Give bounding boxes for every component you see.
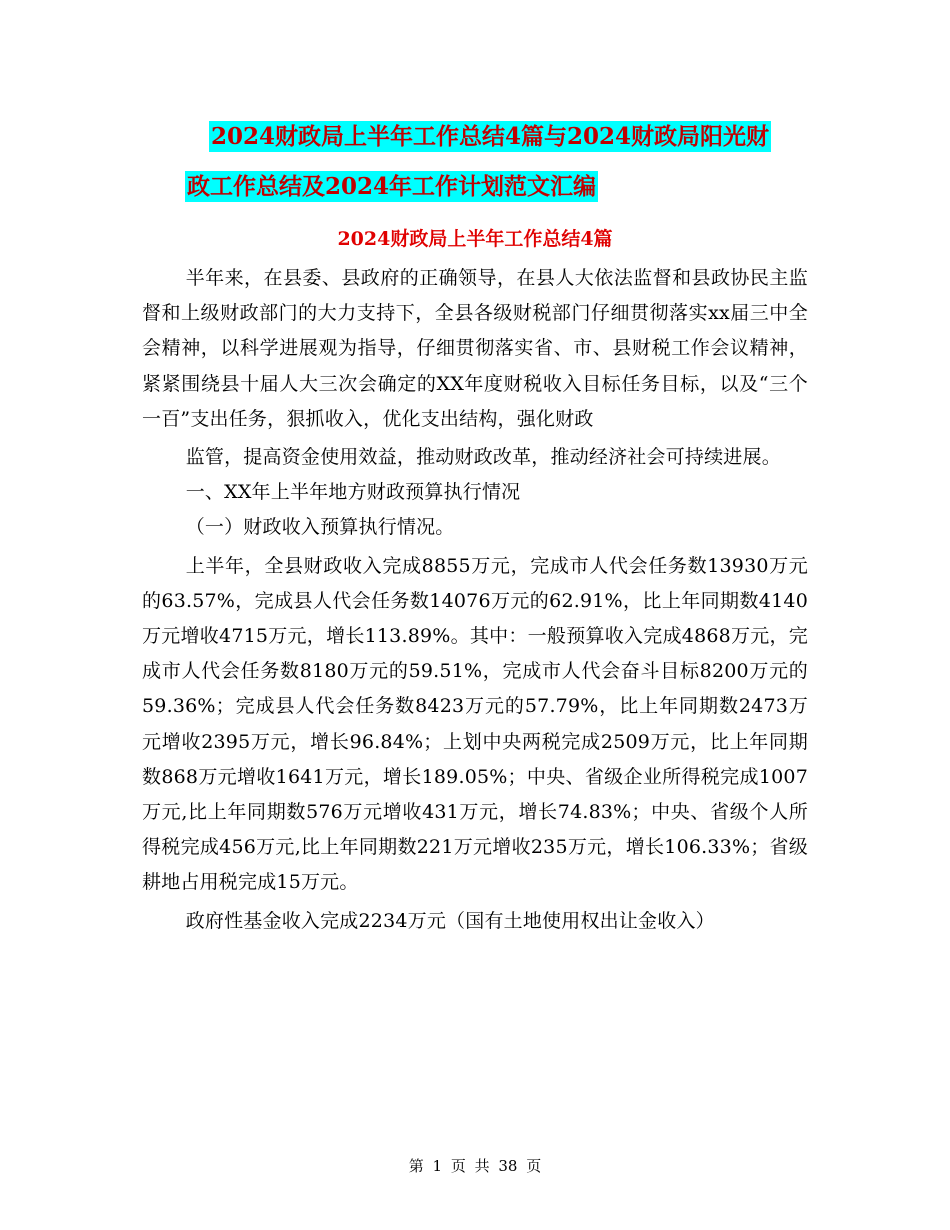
page-footer: 第 1 页 共 38 页 <box>408 1157 542 1175</box>
paragraph-intro: 半年来，在县委、县政府的正确领导，在县人大依法监督和县政协民主监督和上级财政部门的大力支持下，全县各级财税部门仔细贯彻落实xx届三中全会精神，以科学进展观为指导，仔细贯彻落实省、市、县财税工作会议精神，紧紧围绕县十届人大三次会确定的XX年度财税收入目标任务目标，以及“三个一百”支出任务，狠抓收入，优化支出结构，强化财政 <box>142 267 808 430</box>
title-line-1: 2024财政局上半年工作总结4篇与2024财政局阳光财 <box>210 123 770 150</box>
heading-section-1: 一、XX年上半年地方财政预算执行情况 <box>185 481 521 504</box>
paragraph-fund-revenue: 政府性基金收入完成2234万元（国有土地使用权出让金收入） <box>185 909 715 932</box>
title-line-2: 政工作总结及2024年工作计划范文汇编 <box>187 173 597 200</box>
document-body <box>142 261 808 939</box>
heading-subsection-1: （一）财政收入预算执行情况。 <box>185 516 455 539</box>
section-title: 2024财政局上半年工作总结4篇 <box>337 228 613 250</box>
document-title <box>140 112 840 212</box>
paragraph-intro-continued: 监管，提高资金使用效益，推动财政改革，推动经济社会可持续进展。 <box>185 446 781 469</box>
paragraph-revenue: 上半年，全县财政收入完成8855万元，完成市人代会任务数13930万元的63.57%，完成县人代会任务数14076万元的62.91%，比上年同期数4140万元增收4715万元，增长113.89%。其中：一般预算收入完成4868万元，完成市人代会任务数8180万元的59.51%，完成市人代会奋斗目标8200万元的59.36%；完成县人代会任务数8423万元的57.79%，比上年同期数2473万元增收2395万元，增长96.84%；上划中央两税完成2509万元，比上年同期数868万元增收1641万元，增长189.05%；中央、省级企业所得税完成1007万元,比上年同期数576万元增收431万元，增长74.83%；中央、省级个人所得税完成456万元,比上年同期数221万元增收235万元，增长106.33%；省级耕地占用税完成15万元。 <box>142 554 809 894</box>
